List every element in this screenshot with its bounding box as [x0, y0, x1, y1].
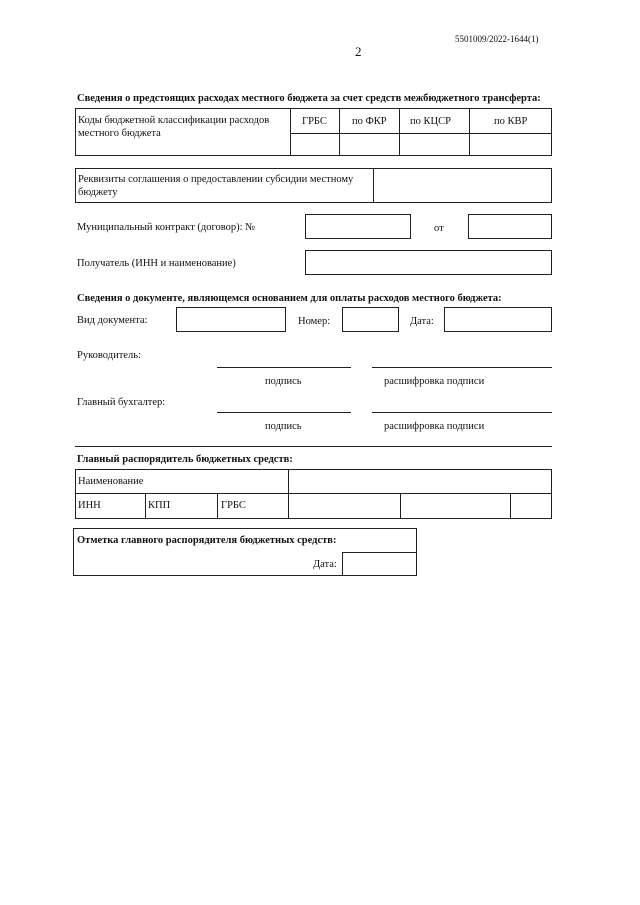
grbs-input[interactable]: [291, 134, 338, 155]
manager-inn-input[interactable]: [289, 494, 399, 518]
doc-type-label: Вид документа:: [77, 315, 148, 326]
contract-label: Муниципальный контракт (договор): №: [77, 222, 256, 233]
page-number: 2: [355, 44, 362, 59]
fkr-input[interactable]: [340, 134, 398, 155]
accountant-signature-caption: подпись: [265, 421, 302, 432]
budget-codes-label: Коды бюджетной классификации расходов местного бюджета: [78, 115, 270, 139]
recipient-label: Получатель (ИНН и наименование): [77, 258, 236, 269]
main-manager-heading: Главный распорядитель бюджетных средств:: [77, 454, 293, 465]
manager-grbs-input[interactable]: [511, 494, 551, 518]
doc-date-input[interactable]: [444, 307, 552, 332]
manager-grbs-label: ГРБС: [221, 500, 246, 511]
doc-number-input[interactable]: [342, 307, 399, 332]
contract-number-input[interactable]: [305, 214, 411, 239]
col-grbs-header: ГРБС: [302, 116, 327, 127]
document-id: 5501009/2022-1644(1): [455, 34, 539, 44]
accountant-label: Главный бухгалтер:: [77, 397, 166, 408]
manager-kpp-input[interactable]: [401, 494, 509, 518]
manager-inn-label: ИНН: [78, 500, 101, 511]
col-kvr-header: по КВР: [494, 116, 528, 127]
head-decoding-caption: расшифровка подписи: [384, 376, 485, 387]
doc-type-input[interactable]: [176, 307, 286, 332]
head-decoding-line[interactable]: [372, 367, 552, 368]
payment-doc-heading: Сведения о документе, являющемся основанием для оплаты расходов местного бюджета:: [77, 293, 502, 304]
col-kcsr-header: по КЦСР: [410, 116, 451, 127]
mark-heading: Отметка главного распорядителя бюджетных средств:: [77, 535, 337, 546]
col-fkr-header: по ФКР: [352, 116, 387, 127]
manager-kpp-label: КПП: [148, 500, 171, 511]
head-signature-line[interactable]: [217, 367, 351, 368]
contract-date-input[interactable]: [468, 214, 552, 239]
expenses-heading: Сведения о предстоящих расходах местного бюджета за счет средств межбюджетного трансферта:: [77, 93, 541, 104]
accountant-signature-line[interactable]: [217, 412, 351, 413]
agreement-input[interactable]: [374, 169, 551, 202]
section-divider: [75, 446, 552, 447]
recipient-input[interactable]: [305, 250, 552, 275]
kvr-input[interactable]: [470, 134, 551, 155]
doc-number-label: Номер:: [298, 316, 331, 327]
accountant-decoding-caption: расшифровка подписи: [384, 421, 485, 432]
accountant-decoding-line[interactable]: [372, 412, 552, 413]
head-label: Руководитель:: [77, 350, 141, 361]
kcsr-input[interactable]: [400, 134, 468, 155]
manager-name-label: Наименование: [78, 476, 144, 487]
mark-date-label: Дата:: [313, 559, 337, 570]
mark-date-input[interactable]: [343, 553, 416, 575]
doc-date-label: Дата:: [410, 316, 434, 327]
contract-from-label: от: [434, 223, 444, 234]
head-signature-caption: подпись: [265, 376, 302, 387]
manager-name-input[interactable]: [289, 470, 551, 492]
agreement-label: Реквизиты соглашения о предоставлении субсидии местному бюджету: [78, 174, 354, 198]
